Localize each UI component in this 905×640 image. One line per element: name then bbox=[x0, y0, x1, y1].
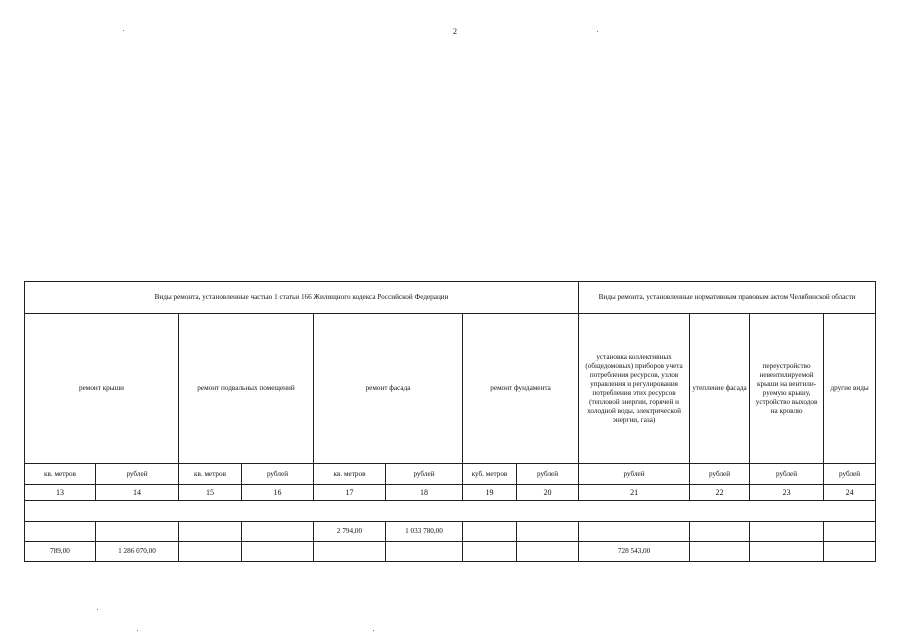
data-cell bbox=[242, 542, 314, 562]
data-cell: 1 033 780,00 bbox=[386, 522, 463, 542]
roof-rebuild-header: переустройство невентилируемой крыши на вентили-руемую крышу, устройство выходов на кровлю bbox=[750, 314, 824, 464]
unit-cell: куб. метров bbox=[463, 464, 517, 485]
data-cell: 1 286 070,00 bbox=[96, 542, 179, 562]
data-cell bbox=[386, 542, 463, 562]
column-number: 24 bbox=[824, 485, 876, 501]
meters-installation-header: установка коллективных (общедомовых) приборов учета потребления ресурсов, узлов управления и регулирования потребления этих ресурсов (тепловой энергии, горячей и холодной воды, электрической энергии, газа) bbox=[579, 314, 690, 464]
unit-cell: рублей bbox=[96, 464, 179, 485]
blank-row bbox=[25, 501, 876, 522]
column-number: 22 bbox=[690, 485, 750, 501]
data-cell bbox=[824, 522, 876, 542]
unit-cell: рублей bbox=[824, 464, 876, 485]
column-number: 13 bbox=[25, 485, 96, 501]
data-cell bbox=[579, 522, 690, 542]
unit-cell: рублей bbox=[579, 464, 690, 485]
repair-types-table bbox=[24, 281, 876, 562]
page-number: 2 bbox=[453, 27, 457, 36]
scan-speck bbox=[597, 31, 598, 32]
repair-type-row bbox=[25, 314, 876, 464]
basement-repair-header: ремонт подвальных помещений bbox=[179, 314, 314, 464]
column-number: 21 bbox=[579, 485, 690, 501]
unit-cell: рублей bbox=[690, 464, 750, 485]
data-cell bbox=[25, 522, 96, 542]
data-cell bbox=[517, 522, 579, 542]
blank-cell bbox=[25, 501, 876, 522]
group-header-row bbox=[25, 282, 876, 314]
federal-repair-types-header: Виды ремонта, установленные частью 1 статьи 166 Жилищного кодекса Российской Федерации bbox=[25, 282, 579, 314]
table-row bbox=[25, 522, 876, 542]
column-number: 19 bbox=[463, 485, 517, 501]
data-cell: 789,00 bbox=[25, 542, 96, 562]
data-cell: 728 543,00 bbox=[579, 542, 690, 562]
data-cell bbox=[96, 522, 179, 542]
facade-insulation-header: утепление фасада bbox=[690, 314, 750, 464]
data-cell bbox=[463, 542, 517, 562]
scan-speck bbox=[373, 630, 374, 631]
roof-repair-header: ремонт крыши bbox=[25, 314, 179, 464]
data-cell bbox=[179, 522, 242, 542]
data-cell bbox=[242, 522, 314, 542]
unit-cell: кв. метров bbox=[25, 464, 96, 485]
column-number-row bbox=[25, 485, 876, 501]
foundation-repair-header: ремонт фундамента bbox=[463, 314, 579, 464]
regional-repair-types-header: Виды ремонта, установленные нормативным правовым актом Челябинской области bbox=[579, 282, 876, 314]
data-cell bbox=[517, 542, 579, 562]
data-cell bbox=[463, 522, 517, 542]
column-number: 15 bbox=[179, 485, 242, 501]
data-cell bbox=[750, 542, 824, 562]
column-number: 20 bbox=[517, 485, 579, 501]
data-cell bbox=[750, 522, 824, 542]
column-number: 23 bbox=[750, 485, 824, 501]
column-number: 17 bbox=[314, 485, 386, 501]
scan-speck bbox=[123, 30, 124, 31]
unit-cell: рублей bbox=[517, 464, 579, 485]
column-number: 16 bbox=[242, 485, 314, 501]
unit-cell: рублей bbox=[386, 464, 463, 485]
scan-speck bbox=[137, 630, 138, 631]
units-row bbox=[25, 464, 876, 485]
data-cell bbox=[179, 542, 242, 562]
facade-repair-header: ремонт фасада bbox=[314, 314, 463, 464]
unit-cell: кв. метров bbox=[179, 464, 242, 485]
unit-cell: рублей bbox=[750, 464, 824, 485]
table-row bbox=[25, 542, 876, 562]
data-cell bbox=[690, 542, 750, 562]
data-cell bbox=[314, 542, 386, 562]
unit-cell: рублей bbox=[242, 464, 314, 485]
column-number: 18 bbox=[386, 485, 463, 501]
column-number: 14 bbox=[96, 485, 179, 501]
data-cell bbox=[824, 542, 876, 562]
other-types-header: другие виды bbox=[824, 314, 876, 464]
unit-cell: кв. метров bbox=[314, 464, 386, 485]
scan-speck bbox=[97, 609, 98, 610]
data-cell bbox=[690, 522, 750, 542]
data-cell: 2 794,00 bbox=[314, 522, 386, 542]
